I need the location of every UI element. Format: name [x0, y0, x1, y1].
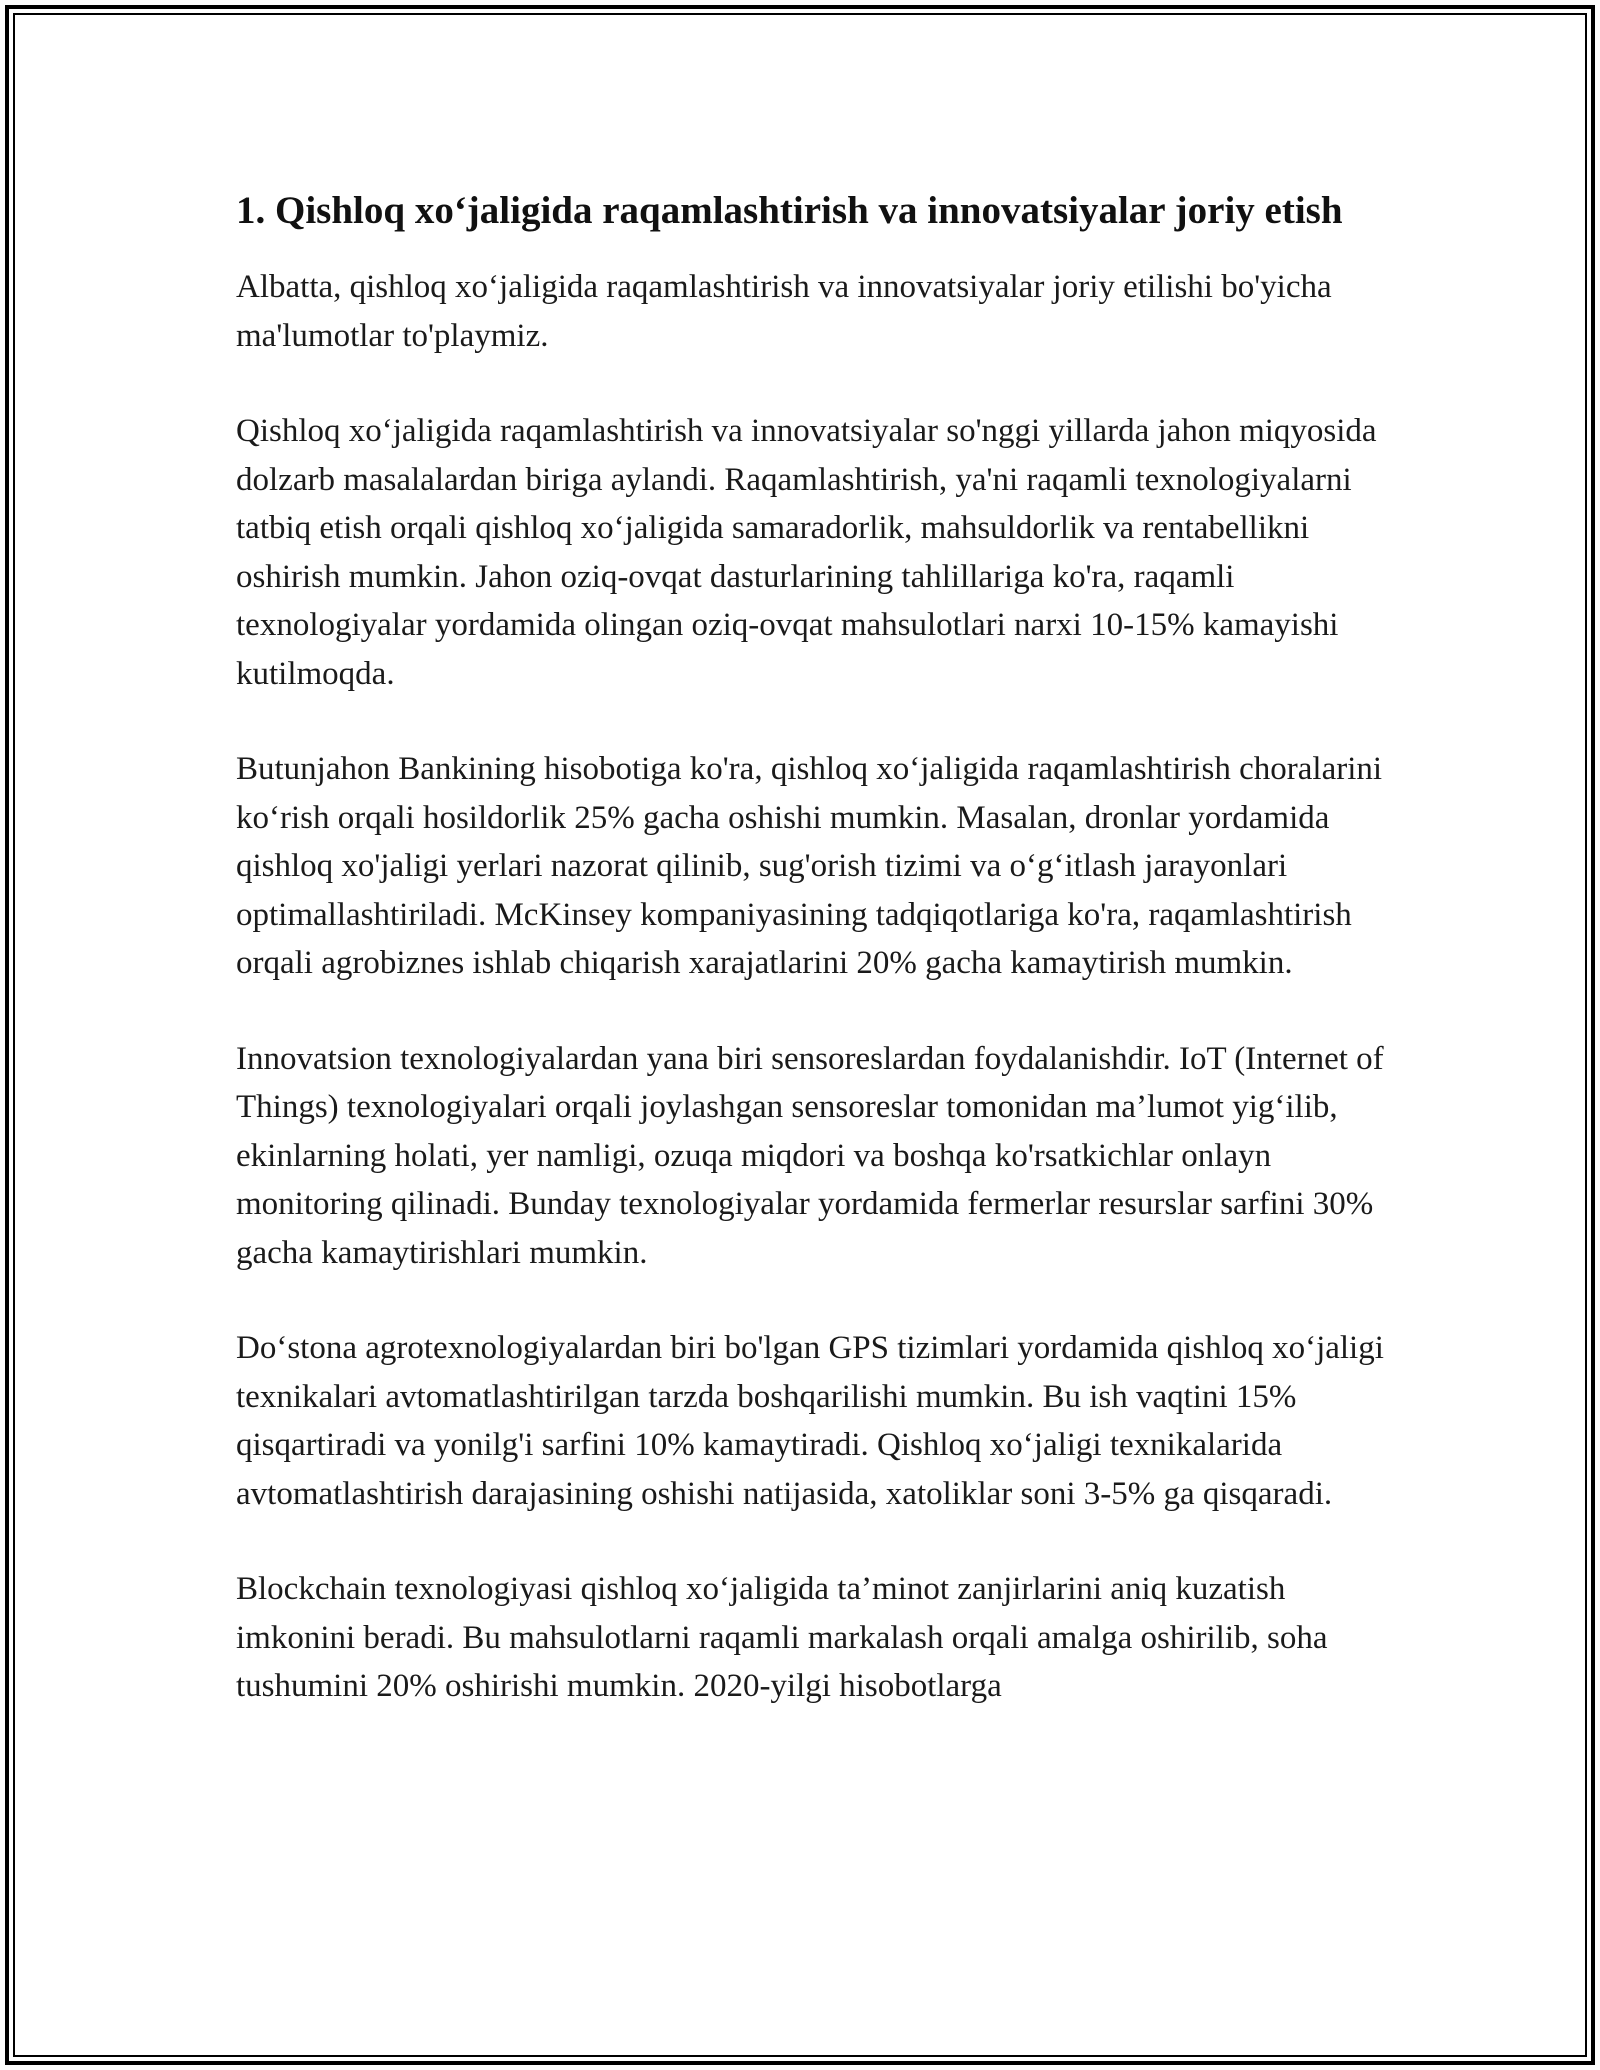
paragraph-iot-sensors: Innovatsion texnologiyalardan yana biri sensoreslardan foydalanishdir. IoT (Internet of Things) texnologiyalari orqali joylashgan sensoreslar tomonidan ma’lumot yig‘ilib, ekinlarning holati, yer namligi, ozuqa miqdori va boshqa ko'rsatkichlar onlayn monitoring qilinadi. Bunday texnologiyalar yordamida fermerlar resurslar sarfini 30% gacha kamaytirishlari mumkin.	[236, 1040, 1384, 1271]
paragraph-intro: Albatta, qishloq xo‘jaligida raqamlashtirish va innovatsiyalar joriy etilishi bo'yicha ma'lumotlar to'playmiz.	[236, 269, 1332, 354]
document-body	[236, 183, 1396, 1758]
paragraph-digitalization: Qishloq xo‘jaligida raqamlashtirish va innovatsiyalar so'nggi yillarda jahon miqyosida dolzarb masalalardan biriga aylandi. Raqamlashtirish, ya'ni raqamli texnologiyalarni tatbiq etish orqali qishloq xo‘jaligida samaradorlik, mahsuldorlik va rentabellikni oshirish mumkin. Jahon oziq-ovqat dasturlarining tahlillariga ko'ra, raqamli texnologiyalar yordamida olingan oziq-ovqat mahsulotlari narxi 10-15% kamayishi kutilmoqda.	[236, 413, 1377, 692]
paragraph-blockchain: Blockchain texnologiyasi qishloq xo‘jaligida ta’minot zanjirlarini aniq kuzatish imkonini beradi. Bu mahsulotlarni raqamli markalash orqali amalga oshirilib, soha tushumini 20% oshirishi mumkin. 2020-yilgi hisobotlarga	[236, 1571, 1328, 1704]
paragraph-gps-systems: Do‘stona agrotexnologiyalardan biri bo'lgan GPS tizimlari yordamida qishloq xo‘jaligi texnikalari avtomatlashtirilgan tarzda boshqarilishi mumkin. Bu ish vaqtini 15% qisqartiradi va yonilg'i sarfini 10% kamaytiradi. Qishloq xo‘jaligi texnikalarida avtomatlashtirish darajasining oshishi natijasida, xatoliklar soni 3-5% ga qisqaradi.	[236, 1330, 1384, 1512]
paragraph-world-bank: Butunjahon Bankining hisobotiga ko'ra, qishloq xo‘jaligida raqamlashtirish choralarini ko‘rish orqali hosildorlik 25% gacha oshishi mumkin. Masalan, dronlar yordamida qishloq xo'jaligi yerlari nazorat qilinib, sug'orish tizimi va o‘g‘itlash jarayonlari optimallashtiriladi. McKinsey kompaniyasining tadqiqotlariga ko'ra, raqamlashtirish orqali agrobiznes ishlab chiqarish xarajatlarini 20% gacha kamaytirish mumkin.	[236, 751, 1383, 981]
section-title: 1. Qishloq xo‘jaligida raqamlashtirish va innovatsiyalar joriy etish	[236, 189, 1343, 232]
